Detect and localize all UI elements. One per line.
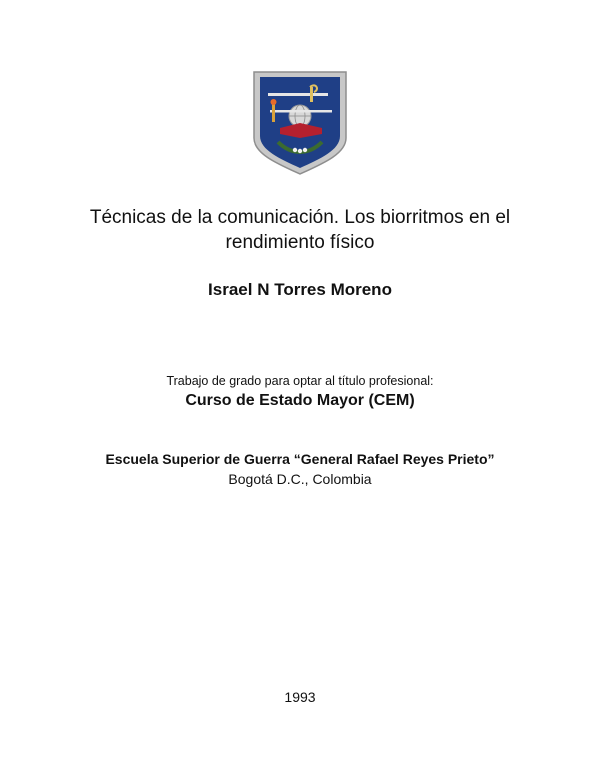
author-name: Israel N Torres Moreno: [208, 280, 392, 299]
degree-intro: Trabajo de grado para optar al título profesional:: [166, 374, 434, 388]
degree-name: Curso de Estado Mayor (CEM): [185, 392, 415, 409]
publication-year: 1993: [284, 689, 316, 705]
document-title: Técnicas de la comunicación. Los biorritmos en el rendimiento físico: [89, 207, 511, 253]
institution-name: Escuela Superior de Guerra “General Rafael Reyes Prieto”: [105, 451, 495, 467]
institution-crest-icon: [250, 68, 350, 178]
location: Bogotá D.C., Colombia: [228, 471, 372, 487]
